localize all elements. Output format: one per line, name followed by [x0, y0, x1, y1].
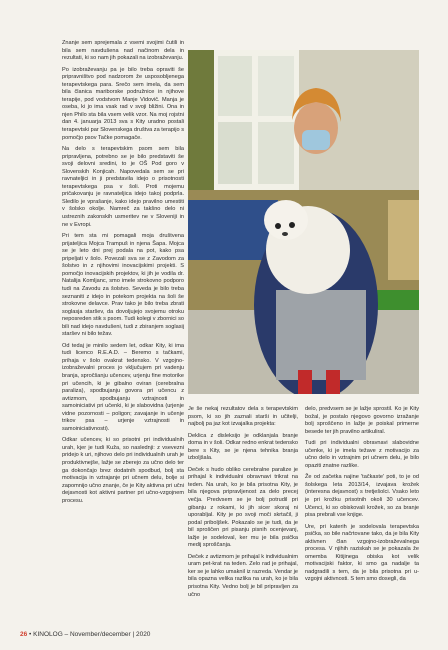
- paragraph: Ure, pri katerih je sodelovala terapevtska psička, so bile načrtovane tako, da je bila Kity aktivnen član vzgojno-izobraževalnega procesa. V njihih raziskah se je pokazala že omemba Kitijinega obiska kot velik motivacijski faktor, ki smo ga nadalje ta nadgradili s tem, da je bila prisotna pri u-vzgojni aktivnosti. S tem smo dosegli, da: [305, 523, 419, 583]
- paragraph: Deček z avtizmom je prihajal k individualnim uram pet-krat na teden. Zelo rad je prihajal, ker se je lahko umaknil iz razreda. Vendar je bila opazna velika razlika na urah, ko je bila prisotna Kity. Vedno bolj je bil pripravljen za učno: [188, 553, 298, 598]
- paragraph: Pri tem sta mi pomagali moja društvena prijateljica Mojca Trampuš in njena Šapa. Mojca se je leto dni prej podala na pot, kako psa pripeljati v šolo. Povezali sva se z Zavodom za šolstvo in z njihovimi inovacijskimi projekti. S pomočjo inovacijskih projektov, ki jih je vodila dr. Natalija Komljanc, smo imele strokovno podporo tudi na Zavodu za šolstvo. Seveda je bilo treba seznaniti z idejo in potekom projekta na šoli še strokovne delavce. Prav tako je bilo treba zbrati soglasja staršev, da dovoljujejo svojemu otroku neposreden stik s psom. Tudi kolegi v zbornici so bili nad idejo navdušeni, tudi z zbiranjem soglasij staršev ni bilo težav.: [62, 233, 184, 338]
- paragraph: Odkar učencev, ki so prisotni pri individualnih urah, kjer je tudi Kuža, so naslednji: z vsevezni pridejo k uri, njihovo delo pri individualnih urah je produktivnejše, lažje se zberejo za učno delo ter ga dokončajo brez dodatnih spodbud, bolj sta motivacija in vztrajanje pri učnem delu, bolje si zapomnijo učno znanje, če je Kity aktivna pri učni dejavnosti kot aktivni partner pri učno-vzgojnem procesu.: [62, 437, 184, 504]
- woman-with-dog-photo: [188, 50, 419, 394]
- article-column-middle: [188, 406, 298, 603]
- paragraph: Že od začetka najine 'tačkaste' poti, to je od šolskega leta 2013/14, izvajava krožek (interesna dejavnost) s tretješolci. Vsako leto je pri krožku prisotnih okoli 30 učencev. Učenci, ki so obiskovali krožek, so za branje pisa prebrali vse knjige.: [305, 474, 419, 519]
- paragraph: Deček s hudo obliko cerebralne paralize je prihajal k individualni obravnavi trikrat na teden. Na urah, ko je bila prisotna Kity, je bila njegova pripravljenost za delo precej večja. Predvsem se je bolj potrudil pri gibanju z rokami, ki jih sicer skoraj ni uporabljal. Kity je po svoji moči skrtačil, ji podal priboljšek. Pokazalo se je tudi, da je bil sproščen pri pisanju pisnih ocenjevanj, lažje je sodeloval, ker mu je bila psička medij sproščanja.: [188, 466, 298, 549]
- page-footer: [20, 631, 150, 638]
- paragraph: delo, predvsem se je lažje sprostil. Ko je Kity božal, je postalo njegovo govorno izražanje bolj sproščeno in lažje je poiskal primerne besede ter jih pravilno artikuliral.: [305, 406, 419, 435]
- magazine-name: • KINOLOG – November/december | 2020: [29, 631, 151, 638]
- paragraph: Znanje sem sprejemala z vsemi svojimi čutili in bila sem navdušena nad načinom dela in rezultati, ki so nam jih pokazali na izobraževanju.: [62, 40, 184, 62]
- paragraph: Deklica z disleksijo je odklanjala branje doma in v šoli. Odkar redno enkrat tedensko bere s Kity, se je njena tehnika branja izboljšala.: [188, 432, 298, 462]
- article-column-right: [305, 406, 419, 588]
- paragraph: Je še nekaj rezultatov dela s terapevtskim psom, ki so jih zaznali starši in učitelji, najbolj pa jaz kot izvajalka projekta:: [188, 406, 298, 428]
- paragraph: Tudi pri individualni obravnavi slabovidne učenke, ki je imela težave z motivacijo za učno delo in vztrajnim pri učnem delu, je bilo opaziti znatne razlike.: [305, 440, 419, 469]
- paragraph: Od tedaj je minilo sedem let, odkar Kity, ki ima tudi licenco R.E.A.D. – Beremo s tačkami, prihaja v šolo ovakrat tedensko. V vzgojno-izobraževalni proces jo vključujem pri vadenju branja, spročšanju učencev, urjenju fine motorike pri učencih, ki je gibalno oviran (cerebralna paraliza), spodbujanju govora pri učencu z avtizmom, spodbujanju vztrajnosti in samoiniciativi pri učenki, ki je slabovidna (urjenje vidne pozornosti – poligon; zavajanje in učenje trikov psa – urjenje vztrajnosti in samoiniciativnosti).: [62, 342, 184, 432]
- paragraph: Na delo s terapevtskim psom sem bila pripravljena, potrebno se je bilo predstaviti še svoji delovni sredini, to je OŠ Pod goro v Slovenskih Konjicah. Napovedala sem se pri ravnateljici in ji predstavila idejo o prisotnosti terapevtskega psa v šoli. Proti mojemu pričakovanju je ravnateljica idejo takoj podprla. Sledilo je vprašanje, kako idejo pravilno umestiti v šolsko okolje. Namreč za takšno delo ni ustreznih zakonskih usmeritev ne v Sloveniji in ne v Evropi.: [62, 146, 184, 228]
- paragraph: Po izobraževanju pa je bilo treba opraviti še pripravništvo pod nadzorom že usposobljenega terapevtskega para. Srečo sem imela, da sem bila članica mariborske podružnice in njihove terapije, pod vodstvom Manje Vidovič. Manja je oseba, ki jo ima vsak rad v svoji bližini. Ona in njen Philo sta bila vsem velik vzor. Na moj rojstni dan 4. januarja 2013 sva s Kity uradno postali terapevtski par Slovenskega društva za terapijo s pomočjo psov Tačke pomagače.: [62, 66, 184, 141]
- article-photo: [188, 50, 419, 394]
- article-column-left: [62, 40, 184, 509]
- page-number: 26: [20, 631, 28, 638]
